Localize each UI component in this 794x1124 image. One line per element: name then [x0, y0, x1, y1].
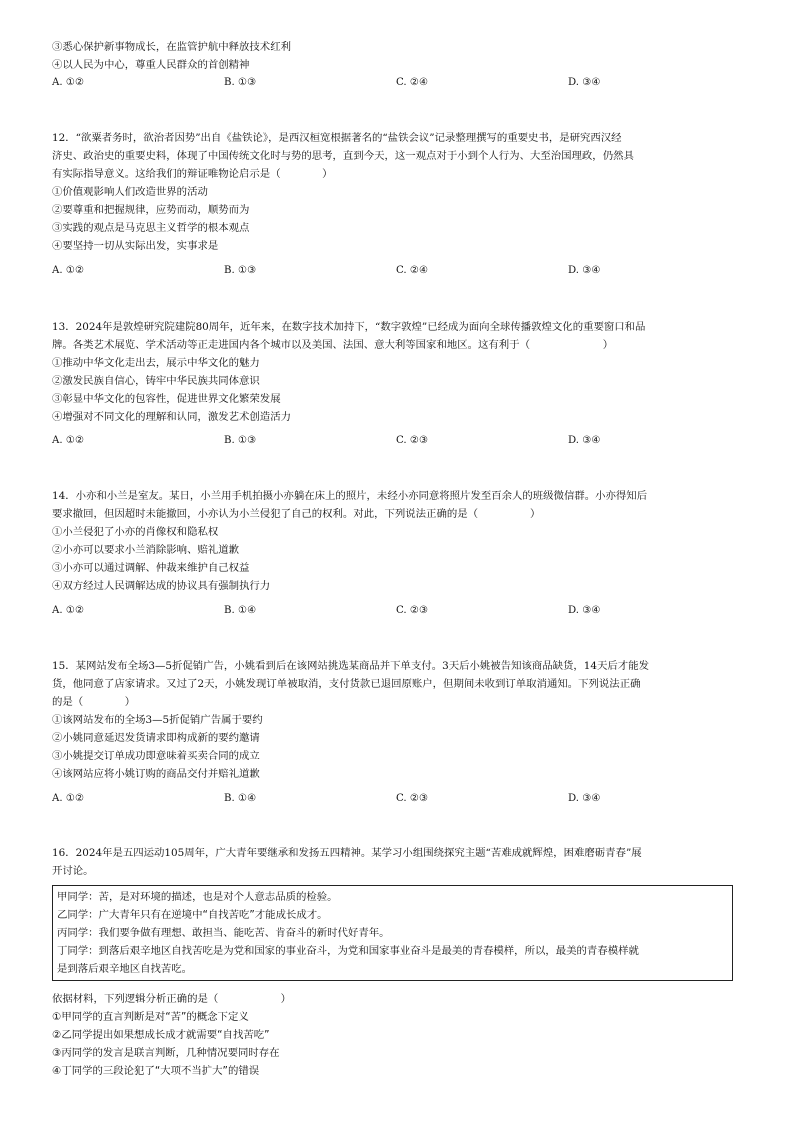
q14-item-3: ③小亦可以通过调解、仲裁来维护自己权益 — [52, 562, 250, 574]
q12-item-4: ④要坚持一切从实际出发，实事求是 — [52, 240, 219, 252]
q13-stem-line-1: 13．2024年是敦煌研究院建院80周年，近年来，在数字技术加持下，“数字敦煌”已经成为面向全球传播敦煌文化的重要窗口和品 — [52, 321, 646, 333]
q14-options — [52, 604, 692, 618]
q14-option-c[interactable]: C. ②③ — [396, 605, 429, 616]
q16-material-bing: 丙同学：我们要争做有理想、敢担当、能吃苦、肯奋斗的新时代好青年。 — [57, 927, 390, 939]
q16-material-ding-line-1: 丁同学：到落后艰辛地区自找苦吃是为党和国家的事业奋斗，为党和国家事业奋斗是最美的青春模样，所以，最美的青春模样就 — [57, 945, 639, 957]
q13-option-d[interactable]: D. ③④ — [568, 435, 601, 446]
q16-prompt: 依据材料，下列逻辑分析正确的是（ ） — [52, 993, 291, 1005]
q12-stem-line-2: 济史、政治史的重要史料，体现了中国传统文化时与势的思考，直到今天，这一观点对于小到个人行为、大至治国理政，仍然具 — [52, 150, 634, 162]
q13-item-3: ③彰显中华文化的包容性，促进世界文化繁荣发展 — [52, 393, 281, 405]
q14-item-1: ①小兰侵犯了小亦的肖像权和隐私权 — [52, 526, 219, 538]
q11-item-3: ③悉心保护新事物成长，在监管护航中释放技术红利 — [52, 41, 291, 53]
q12-options — [52, 264, 692, 278]
q15-stem-line-3: 的是（ ） — [52, 696, 136, 708]
q13-options — [52, 434, 692, 448]
q15-option-a[interactable]: A. ①② — [52, 793, 85, 804]
q13-item-4: ④增强对不同文化的理解和认同，激发艺术创造活力 — [52, 411, 291, 423]
q11-option-a[interactable]: A. ①② — [52, 77, 85, 88]
q15-stem-line-2: 货，他同意了店家请求。又过了2天，小姚发现订单被取消，支付货款已退回原账户，但期间未收到订单取消通知。下列说法正确 — [52, 678, 641, 690]
q13-option-b[interactable]: B. ①③ — [224, 435, 257, 446]
q13-item-1: ①推动中华文化走出去，展示中华文化的魅力 — [52, 357, 260, 369]
q14-option-d[interactable]: D. ③④ — [568, 605, 601, 616]
q13-option-c[interactable]: C. ②③ — [396, 435, 429, 446]
q11-option-b[interactable]: B. ①③ — [224, 77, 257, 88]
q16-item-1: ①甲同学的直言判断是对“苦”的概念下定义 — [52, 1011, 249, 1023]
q12-item-2: ②要尊重和把握规律，应势而动，顺势而为 — [52, 204, 250, 216]
q16-material-ding-line-2: 是到落后艰辛地区自找苦吃。 — [57, 963, 193, 975]
q14-stem-line-1: 14．小亦和小兰是室友。某日，小兰用手机拍摄小亦躺在床上的照片，未经小亦同意将照片发至百余人的班级微信群。小亦得知后 — [52, 490, 648, 502]
q16-material-box — [52, 885, 733, 981]
q15-options — [52, 792, 692, 806]
q16-stem-line-1: 16．2024年是五四运动105周年，广大青年要继承和发扬五四精神。某学习小组围绕探究主题“苦难成就辉煌，困难磨砺青春”展 — [52, 847, 642, 859]
q16-item-4: ④丁同学的三段论犯了“大项不当扩大”的错误 — [52, 1065, 260, 1077]
q15-item-2: ②小姚同意延迟发货请求即构成新的要约邀请 — [52, 732, 260, 744]
q14-item-4: ④双方经过人民调解达成的协议具有强制执行力 — [52, 580, 271, 592]
q11-option-c[interactable]: C. ②④ — [396, 77, 429, 88]
q16-stem-line-2: 开讨论。 — [52, 865, 94, 877]
q12-item-1: ①价值观影响人们改造世界的活动 — [52, 186, 208, 198]
q14-stem-line-2: 要求撤回，但因超时未能撤回，小亦认为小兰侵犯了自己的权利。对此，下列说法正确的是（ ） — [52, 508, 541, 520]
q15-option-b[interactable]: B. ①④ — [224, 793, 257, 804]
q15-stem-line-1: 15．某网站发布全场3—5折促销广告，小姚看到后在该网站挑选某商品并下单支付。3天后小姚被告知该商品缺货，14天后才能发 — [52, 660, 649, 672]
q15-item-1: ①该网站发布的全场3—5折促销广告属于要约 — [52, 714, 263, 726]
q15-option-c[interactable]: C. ②③ — [396, 793, 429, 804]
q13-item-2: ②激发民族自信心，铸牢中华民族共同体意识 — [52, 375, 260, 387]
q11-item-4: ④以人民为中心，尊重人民群众的首创精神 — [52, 59, 250, 71]
q12-option-a[interactable]: A. ①② — [52, 265, 85, 276]
q11-option-d[interactable]: D. ③④ — [568, 77, 601, 88]
q15-item-3: ③小姚提交订单成功即意味着买卖合同的成立 — [52, 750, 260, 762]
q16-material-yi: 乙同学：广大青年只有在逆境中“自找苦吃”才能成长成才。 — [57, 909, 328, 921]
q12-option-c[interactable]: C. ②④ — [396, 265, 429, 276]
q12-stem-line-3: 有实际指导意义。这给我们的辩证唯物论启示是（ ） — [52, 168, 333, 180]
q16-item-3: ③丙同学的发言是联言判断，几种情况要同时存在 — [52, 1047, 280, 1059]
q12-stem-line-1: 12．“欲粟者务时，欲治者因势”出自《盐铁论》，是西汉桓宽根据著名的“盐铁会议”记录整理撰写的重要史书，是研究西汉经 — [52, 132, 622, 144]
q14-option-b[interactable]: B. ①④ — [224, 605, 257, 616]
q13-stem-line-2: 牌。各类艺术展览、学术活动等正走进国内各个城市以及美国、法国、意大利等国家和地区。这有利于（ ） — [52, 339, 614, 351]
q15-option-d[interactable]: D. ③④ — [568, 793, 601, 804]
q16-material-jia: 甲同学：苦，是对环境的描述，也是对个人意志品质的检验。 — [57, 891, 338, 903]
q11-options — [52, 76, 692, 90]
q15-item-4: ④该网站应将小姚订购的商品交付并赔礼道歉 — [52, 768, 260, 780]
q12-option-d[interactable]: D. ③④ — [568, 265, 601, 276]
q14-item-2: ②小亦可以要求小兰消除影响、赔礼道歉 — [52, 544, 240, 556]
q14-option-a[interactable]: A. ①② — [52, 605, 85, 616]
q16-item-2: ②乙同学提出如果想成长成才就需要“自找苦吃” — [52, 1029, 270, 1041]
q12-option-b[interactable]: B. ①③ — [224, 265, 257, 276]
q13-option-a[interactable]: A. ①② — [52, 435, 85, 446]
q12-item-3: ③实践的观点是马克思主义哲学的根本观点 — [52, 222, 250, 234]
